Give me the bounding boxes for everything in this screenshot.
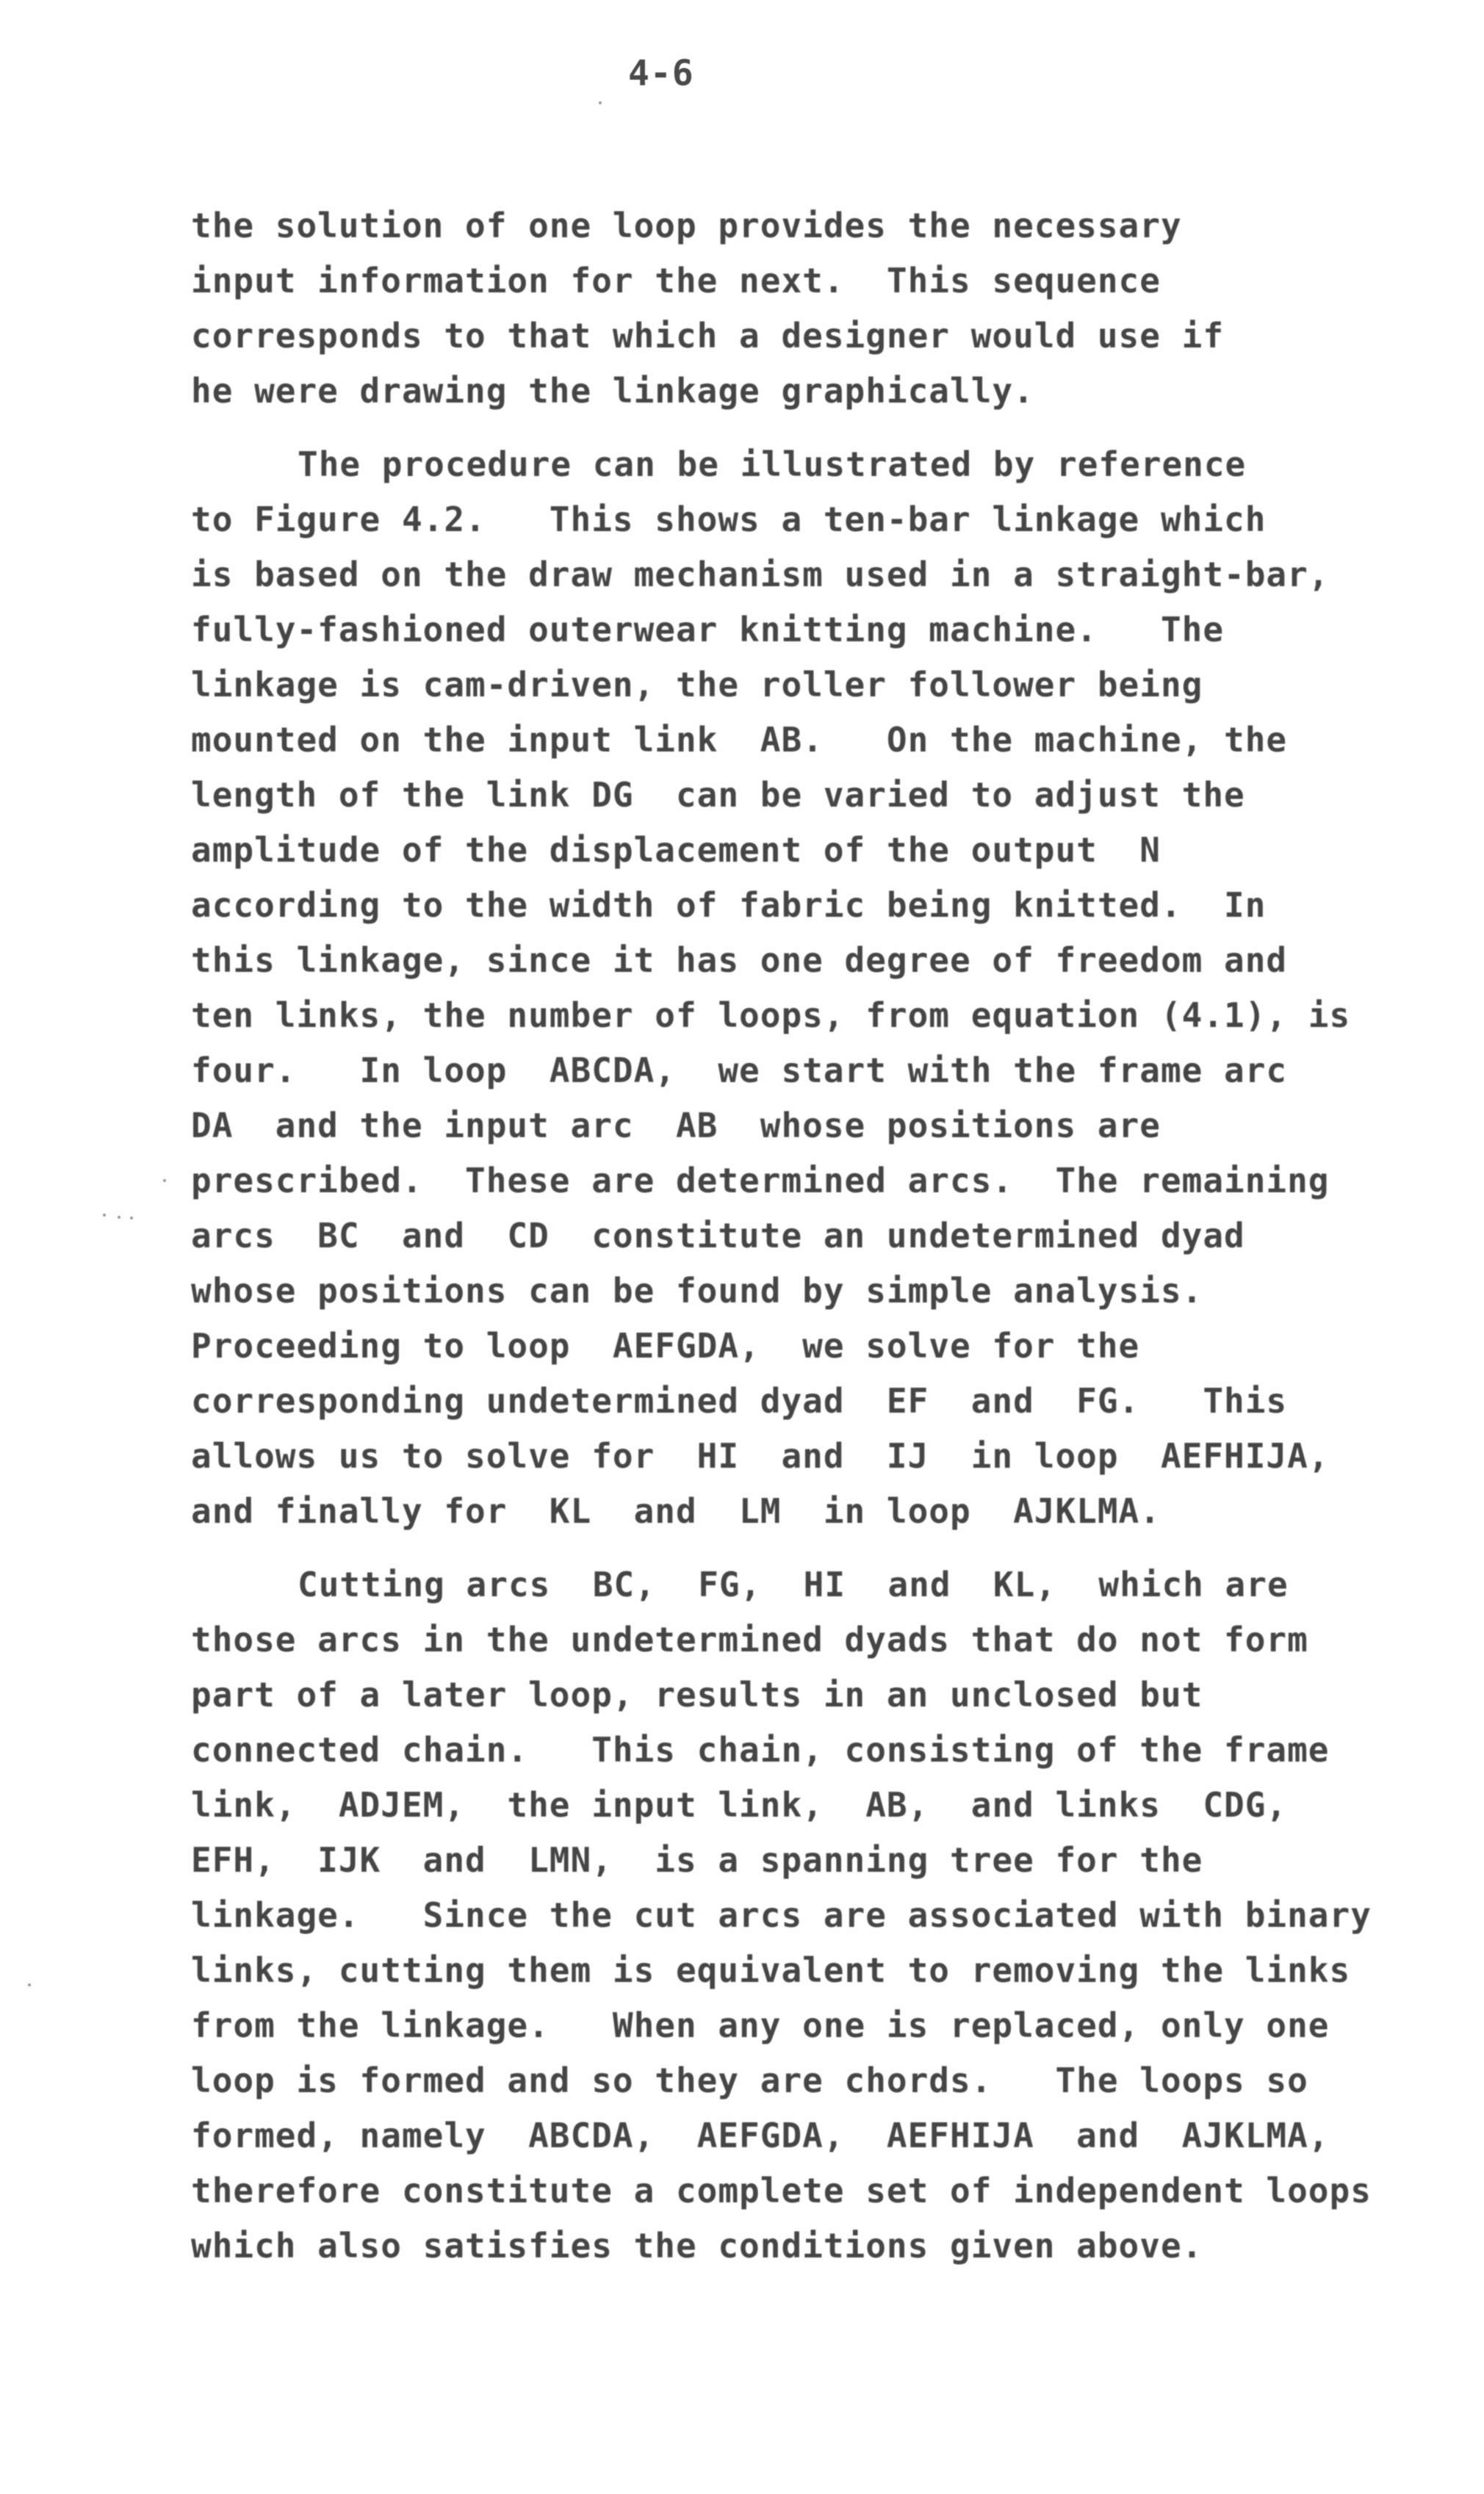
- text-line: according to the width of fabric being knitted. In: [191, 885, 1267, 925]
- text-line: corresponding undetermined dyad EF and FG. This: [191, 1381, 1288, 1421]
- scan-speck: [118, 1216, 120, 1219]
- text-line: part of a later loop, results in an unclosed but: [191, 1675, 1203, 1715]
- text-line: allows us to solve for HI and IJ in loop AEFHIJA,: [191, 1436, 1330, 1476]
- text-line: whose positions can be found by simple analysis.: [191, 1271, 1203, 1311]
- text-line: which also satisfies the conditions given above.: [191, 2226, 1203, 2266]
- text-line: EFH, IJK and LMN, is a spanning tree for the: [191, 1840, 1203, 1880]
- text-line: The procedure can be illustrated by reference: [298, 444, 1247, 484]
- text-line: mounted on the input link AB. On the machine, the: [191, 720, 1288, 760]
- text-line: is based on the draw mechanism used in a straight-bar,: [191, 555, 1330, 594]
- text-line: loop is formed and so they are chords. The loops so: [191, 2061, 1308, 2100]
- text-line: formed, namely ABCDA, AEFGDA, AEFHIJA and AJKLMA,: [191, 2116, 1330, 2155]
- text-line: Proceeding to loop AEFGDA, we solve for the: [191, 1326, 1140, 1366]
- text-line: and finally for KL and LM in loop AJKLMA.: [191, 1491, 1161, 1531]
- text-line: from the linkage. When any one is replaced, only one: [191, 2005, 1330, 2045]
- text-line: length of the link DG can be varied to adjust the: [191, 775, 1245, 815]
- body-text: [191, 198, 1440, 2274]
- text-line: arcs BC and CD constitute an undetermined dyad: [191, 1216, 1245, 1255]
- page-number: 4-6: [628, 53, 694, 94]
- text-line: he were drawing the linkage graphically.: [191, 371, 1034, 411]
- paragraph: [191, 1557, 1440, 2274]
- paragraph: [191, 198, 1440, 419]
- text-line: those arcs in the undetermined dyads that do not form: [191, 1620, 1308, 1659]
- text-line: linkage. Since the cut arcs are associated with binary: [191, 1895, 1372, 1935]
- text-line: linkage is cam-driven, the roller follower being: [191, 665, 1203, 704]
- text-line: four. In loop ABCDA, we start with the frame arc: [191, 1050, 1288, 1090]
- text-line: connected chain. This chain, consisting of the frame: [191, 1730, 1330, 1770]
- text-line: therefore constitute a complete set of independent loops: [191, 2171, 1372, 2210]
- scan-speck: [163, 1179, 166, 1182]
- text-line: the solution of one loop provides the necessary: [191, 206, 1182, 245]
- scan-speck: [103, 1214, 106, 1217]
- text-line: amplitude of the displacement of the output N: [191, 830, 1161, 870]
- text-line: DA and the input arc AB whose positions are: [191, 1106, 1161, 1145]
- scan-speck: [599, 101, 602, 104]
- text-line: link, ADJEM, the input link, AB, and links CDG,: [191, 1785, 1288, 1825]
- text-line: corresponds to that which a designer would use if: [191, 316, 1225, 356]
- text-line: to Figure 4.2. This shows a ten-bar linkage which: [191, 500, 1267, 539]
- scan-speck: [130, 1217, 133, 1219]
- scan-speck: [28, 1983, 31, 1986]
- paragraph: [191, 437, 1440, 1539]
- text-line: fully-fashioned outerwear knitting machine. The: [191, 610, 1225, 649]
- text-line: this linkage, since it has one degree of freedom and: [191, 940, 1288, 980]
- text-line: Cutting arcs BC, FG, HI and KL, which are: [298, 1565, 1289, 1604]
- text-line: input information for the next. This sequence: [191, 261, 1161, 300]
- text-line: ten links, the number of loops, from equation (4.1), is: [191, 995, 1351, 1035]
- text-line: prescribed. These are determined arcs. The remaining: [191, 1161, 1330, 1200]
- text-line: links, cutting them is equivalent to removing the links: [191, 1950, 1351, 1990]
